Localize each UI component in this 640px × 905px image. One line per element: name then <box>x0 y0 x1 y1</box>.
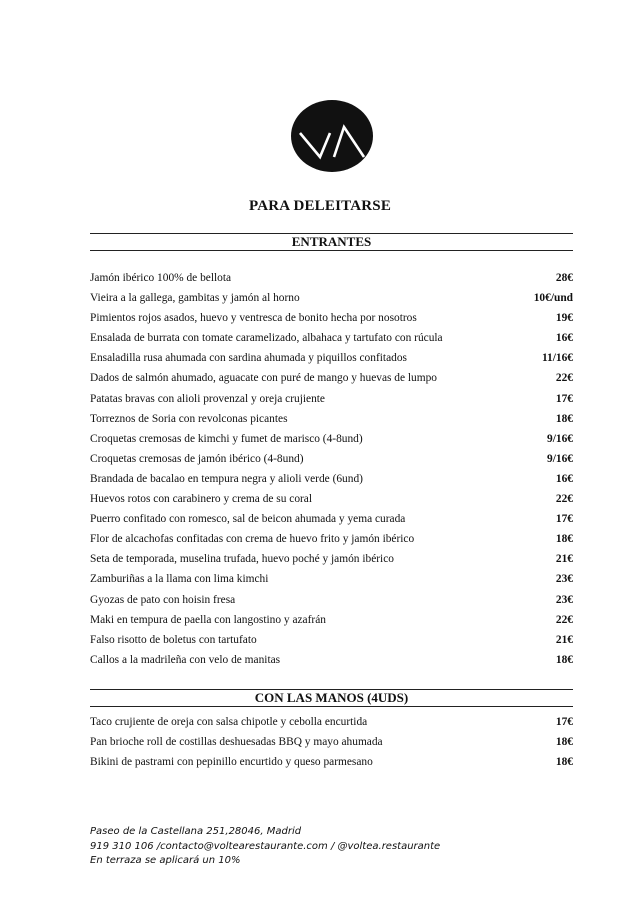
item-price: 19€ <box>555 312 573 325</box>
menu-item <box>90 469 573 489</box>
page-title: PARA DELEITARSE <box>248 198 392 214</box>
menu-item <box>90 630 573 650</box>
item-name: Taco crujiente de oreja con salsa chipotle y cebolla encurtida <box>90 716 368 728</box>
item-price: 10€/und <box>533 292 573 305</box>
item-price: 17€ <box>555 392 573 405</box>
item-name: Bikini de pastrami con pepinillo encurtido y queso parmesano <box>90 756 373 769</box>
item-name: Pimientos rojos asados, huevo y ventresca de bonito hecha por nosotros <box>90 312 417 325</box>
footer-contact: 919 310 106 /contacto@voltearestaurante.com / @voltea.restaurante <box>90 840 441 852</box>
item-name: Puerro confitado con romesco, sal de beicon ahumada y yema curada <box>90 513 406 526</box>
item-name: Ensalada de burrata con tomate caramelizado, albahaca y tartufato con rúcula <box>90 332 443 345</box>
item-name: Dados de salmón ahumado, aguacate con puré de mango y huevas de lumpo <box>90 372 437 385</box>
item-price: 21€ <box>555 553 573 566</box>
menu-item <box>90 348 573 368</box>
menu-item <box>90 529 573 549</box>
item-price: 18€ <box>555 653 573 666</box>
item-price: 22€ <box>555 372 573 385</box>
menu-item <box>90 590 573 610</box>
con-las-manos-list <box>90 712 573 772</box>
section-bottom-rule <box>90 250 573 251</box>
menu-item <box>90 752 573 772</box>
section-title-entrantes: ENTRANTES <box>291 234 372 249</box>
item-price: 17€ <box>555 716 573 728</box>
item-name: Jamón ibérico 100% de bellota <box>90 272 232 284</box>
item-name: Seta de temporada, muselina trufada, huevo poché y jamón ibérico <box>90 553 394 566</box>
item-price: 16€ <box>555 332 573 345</box>
menu-item <box>90 712 573 732</box>
item-name: Brandada de bacalao en tempura negra y alioli verde (6und) <box>90 472 363 485</box>
item-price: 18€ <box>555 412 573 425</box>
footer-address: Paseo de la Castellana 251,28046, Madrid <box>90 826 302 837</box>
item-price: 23€ <box>555 593 573 606</box>
footer-note: En terraza se aplicará un 10% <box>90 855 241 866</box>
restaurant-logo <box>290 99 374 173</box>
menu-item <box>90 308 573 328</box>
menu-item <box>90 549 573 569</box>
footer <box>90 825 570 869</box>
menu-item <box>90 429 573 449</box>
entrantes-list <box>90 268 573 670</box>
item-price: 18€ <box>555 736 573 749</box>
menu-item <box>90 288 573 308</box>
item-price: 22€ <box>555 493 573 506</box>
item-name: Callos a la madrileña con velo de manitas <box>90 653 281 666</box>
item-name: Patatas bravas con alioli provenzal y oreja crujiente <box>90 392 325 405</box>
menu-item <box>90 449 573 469</box>
item-name: Vieira a la gallega, gambitas y jamón al horno <box>90 292 300 305</box>
menu-item <box>90 368 573 388</box>
item-name: Ensaladilla rusa ahumada con sardina ahumada y piquillos confitados <box>90 352 407 365</box>
menu-item <box>90 328 573 348</box>
item-price: 18€ <box>555 756 573 769</box>
item-price: 21€ <box>555 633 573 646</box>
menu-item <box>90 268 573 288</box>
item-price: 9/16€ <box>547 452 573 465</box>
item-name: Zamburiñas a la llama con lima kimchi <box>90 573 269 586</box>
item-name: Huevos rotos con carabinero y crema de su coral <box>90 493 313 506</box>
item-name: Flor de alcachofas confitadas con crema de huevo frito y jamón ibérico <box>90 533 415 546</box>
menu-item <box>90 389 573 409</box>
section-bottom-rule <box>90 706 573 707</box>
item-name: Croquetas cremosas de kimchi y fumet de marisco (4-8und) <box>90 432 363 445</box>
item-name: Pan brioche roll de costillas deshuesadas BBQ y mayo ahumada <box>90 736 383 749</box>
menu-item <box>90 509 573 529</box>
item-price: 11/16€ <box>541 352 573 365</box>
menu-item <box>90 569 573 589</box>
item-name: Falso risotto de boletus con tartufato <box>90 633 257 646</box>
menu-item <box>90 732 573 752</box>
menu-item <box>90 610 573 630</box>
item-price: 18€ <box>555 533 573 546</box>
item-name: Maki en tempura de paella con langostino y azafrán <box>90 613 326 626</box>
menu-item <box>90 650 573 670</box>
item-price: 17€ <box>555 513 573 526</box>
item-price: 28€ <box>555 272 573 284</box>
item-price: 9/16€ <box>547 432 573 445</box>
item-price: 16€ <box>555 472 573 485</box>
section-title-con-las-manos: CON LAS MANOS (4UDS) <box>254 690 409 705</box>
item-name: Croquetas cremosas de jamón ibérico (4-8und) <box>90 452 304 465</box>
item-price: 22€ <box>555 613 573 626</box>
menu-item <box>90 409 573 429</box>
item-name: Gyozas de pato con hoisin fresa <box>90 593 236 606</box>
item-name: Torreznos de Soria con revolconas picantes <box>90 412 288 425</box>
menu-item <box>90 489 573 509</box>
item-price: 23€ <box>555 573 573 586</box>
